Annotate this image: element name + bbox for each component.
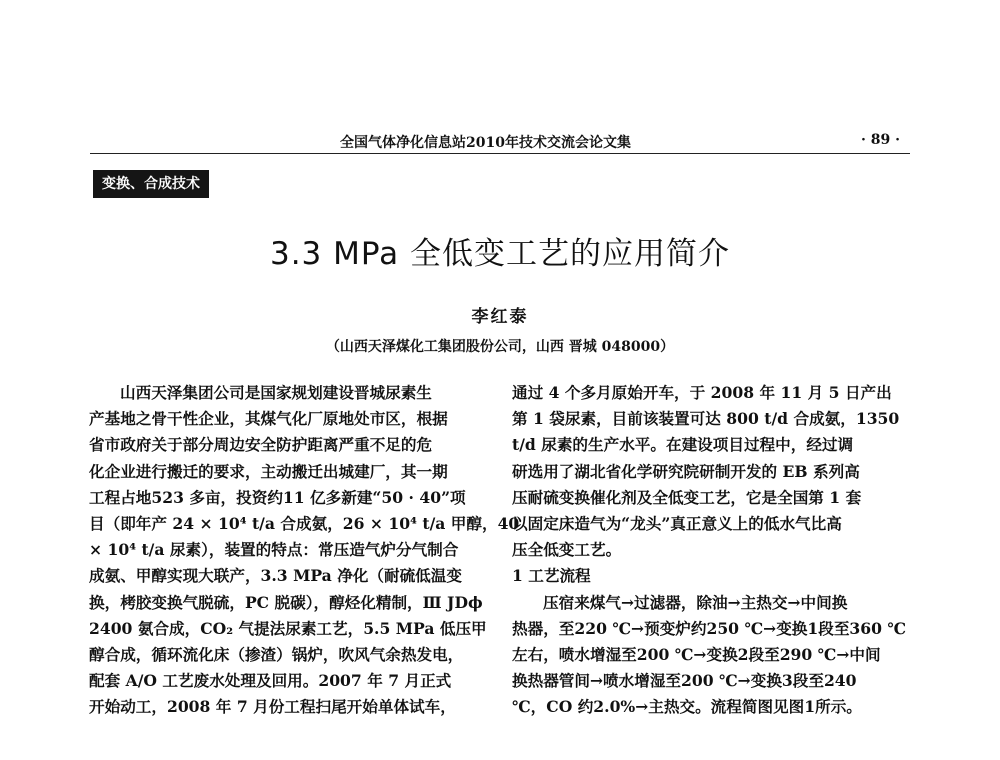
body-line: 左右，喷水增湿至200 ℃→变换2段至290 ℃→中间: [512, 644, 881, 664]
section-tag: 变换、合成技术: [93, 170, 209, 198]
body-line: 第 1 袋尿素，目前该装置可达 800 t/d 合成氨，1350: [512, 409, 900, 429]
paper-title: 3.3 MPa 全低变工艺的应用简介: [269, 236, 731, 272]
body-line: 研选用了湖北省化学研究院研制开发的 EB 系列高: [512, 461, 860, 481]
body-line: 压全低变工艺。: [512, 540, 622, 560]
body-line: ℃，CO 约2.0%→主热交。流程简图见图1所示。: [512, 697, 862, 717]
body-line: × 10⁴ t/a 尿素），装置的特点：常压造气炉分气制合: [89, 540, 459, 560]
body-line: 化企业进行搬迁的要求，主动搬迁出城建厂，其一期: [89, 461, 448, 481]
body-line: 热器，至220 ℃→预变炉约250 ℃→变换1段至360 ℃: [512, 618, 907, 638]
right-column: [512, 380, 912, 720]
body-line: 成氨、甲醇实现大联产，3.3 MPa 净化（耐硫低温变: [89, 566, 462, 586]
body-line: 目（即年产 24 × 10⁴ t/a 合成氨，26 × 10⁴ t/a 甲醇，40: [89, 513, 520, 533]
body-line: 以固定床造气为“龙头”真正意义上的低水气比高: [512, 513, 842, 533]
body-line: 配套 A/O 工艺废水处理及回用。2007 年 7 月正式: [89, 671, 452, 691]
body-line: 工程占地523 多亩，投资约11 亿多新建“50 · 40”项: [89, 487, 466, 507]
body-line: 开始动工，2008 年 7 月份工程扫尾开始单体试车，: [89, 697, 456, 717]
header-rule: [90, 153, 910, 154]
body-line: 2400 氨合成，CO₂ 气提法尿素工艺，5.5 MPa 低压甲: [89, 618, 487, 638]
left-column: [89, 380, 520, 720]
journal-title: 全国气体净化信息站2010年技术交流会论文集: [340, 135, 631, 151]
section-heading: 1 工艺流程: [512, 566, 591, 586]
running-header: [90, 132, 912, 154]
body-line: 醇合成，循环流化床（掺渣）锅炉，吹风气余热发电，: [89, 644, 464, 664]
author: 李红泰: [471, 307, 529, 327]
body-line: 山西天泽集团公司是国家规划建设晋城尿素生: [120, 383, 432, 402]
body-line: t/d 尿素的生产水平。在建设项目过程中，经过调: [512, 435, 854, 455]
body-line: 通过 4 个多月原始开车，于 2008 年 11 月 5 日产出: [512, 383, 892, 402]
body-line: 压宿来煤气→过滤器，除油→主热交→中间换: [543, 592, 848, 612]
affiliation: （山西天泽煤化工集团股份公司，山西 晋城 048000）: [325, 339, 675, 355]
body-line: 换热器管间→喷水增湿至200 ℃→变换3段至240: [512, 671, 857, 691]
body-line: 换，栲胶变换气脱硫，PC 脱碳），醇烃化精制，Ⅲ JDϕ: [89, 592, 483, 612]
body-line: 省市政府关于部分周边安全防护距离严重不足的危: [89, 435, 433, 455]
page-number: · 89 ·: [861, 132, 900, 148]
body-line: 压耐硫变换催化剂及全低变工艺，它是全国第 1 套: [512, 487, 862, 507]
body-line: 产基地之骨干性企业，其煤气化厂原地处市区，根据: [89, 409, 448, 429]
